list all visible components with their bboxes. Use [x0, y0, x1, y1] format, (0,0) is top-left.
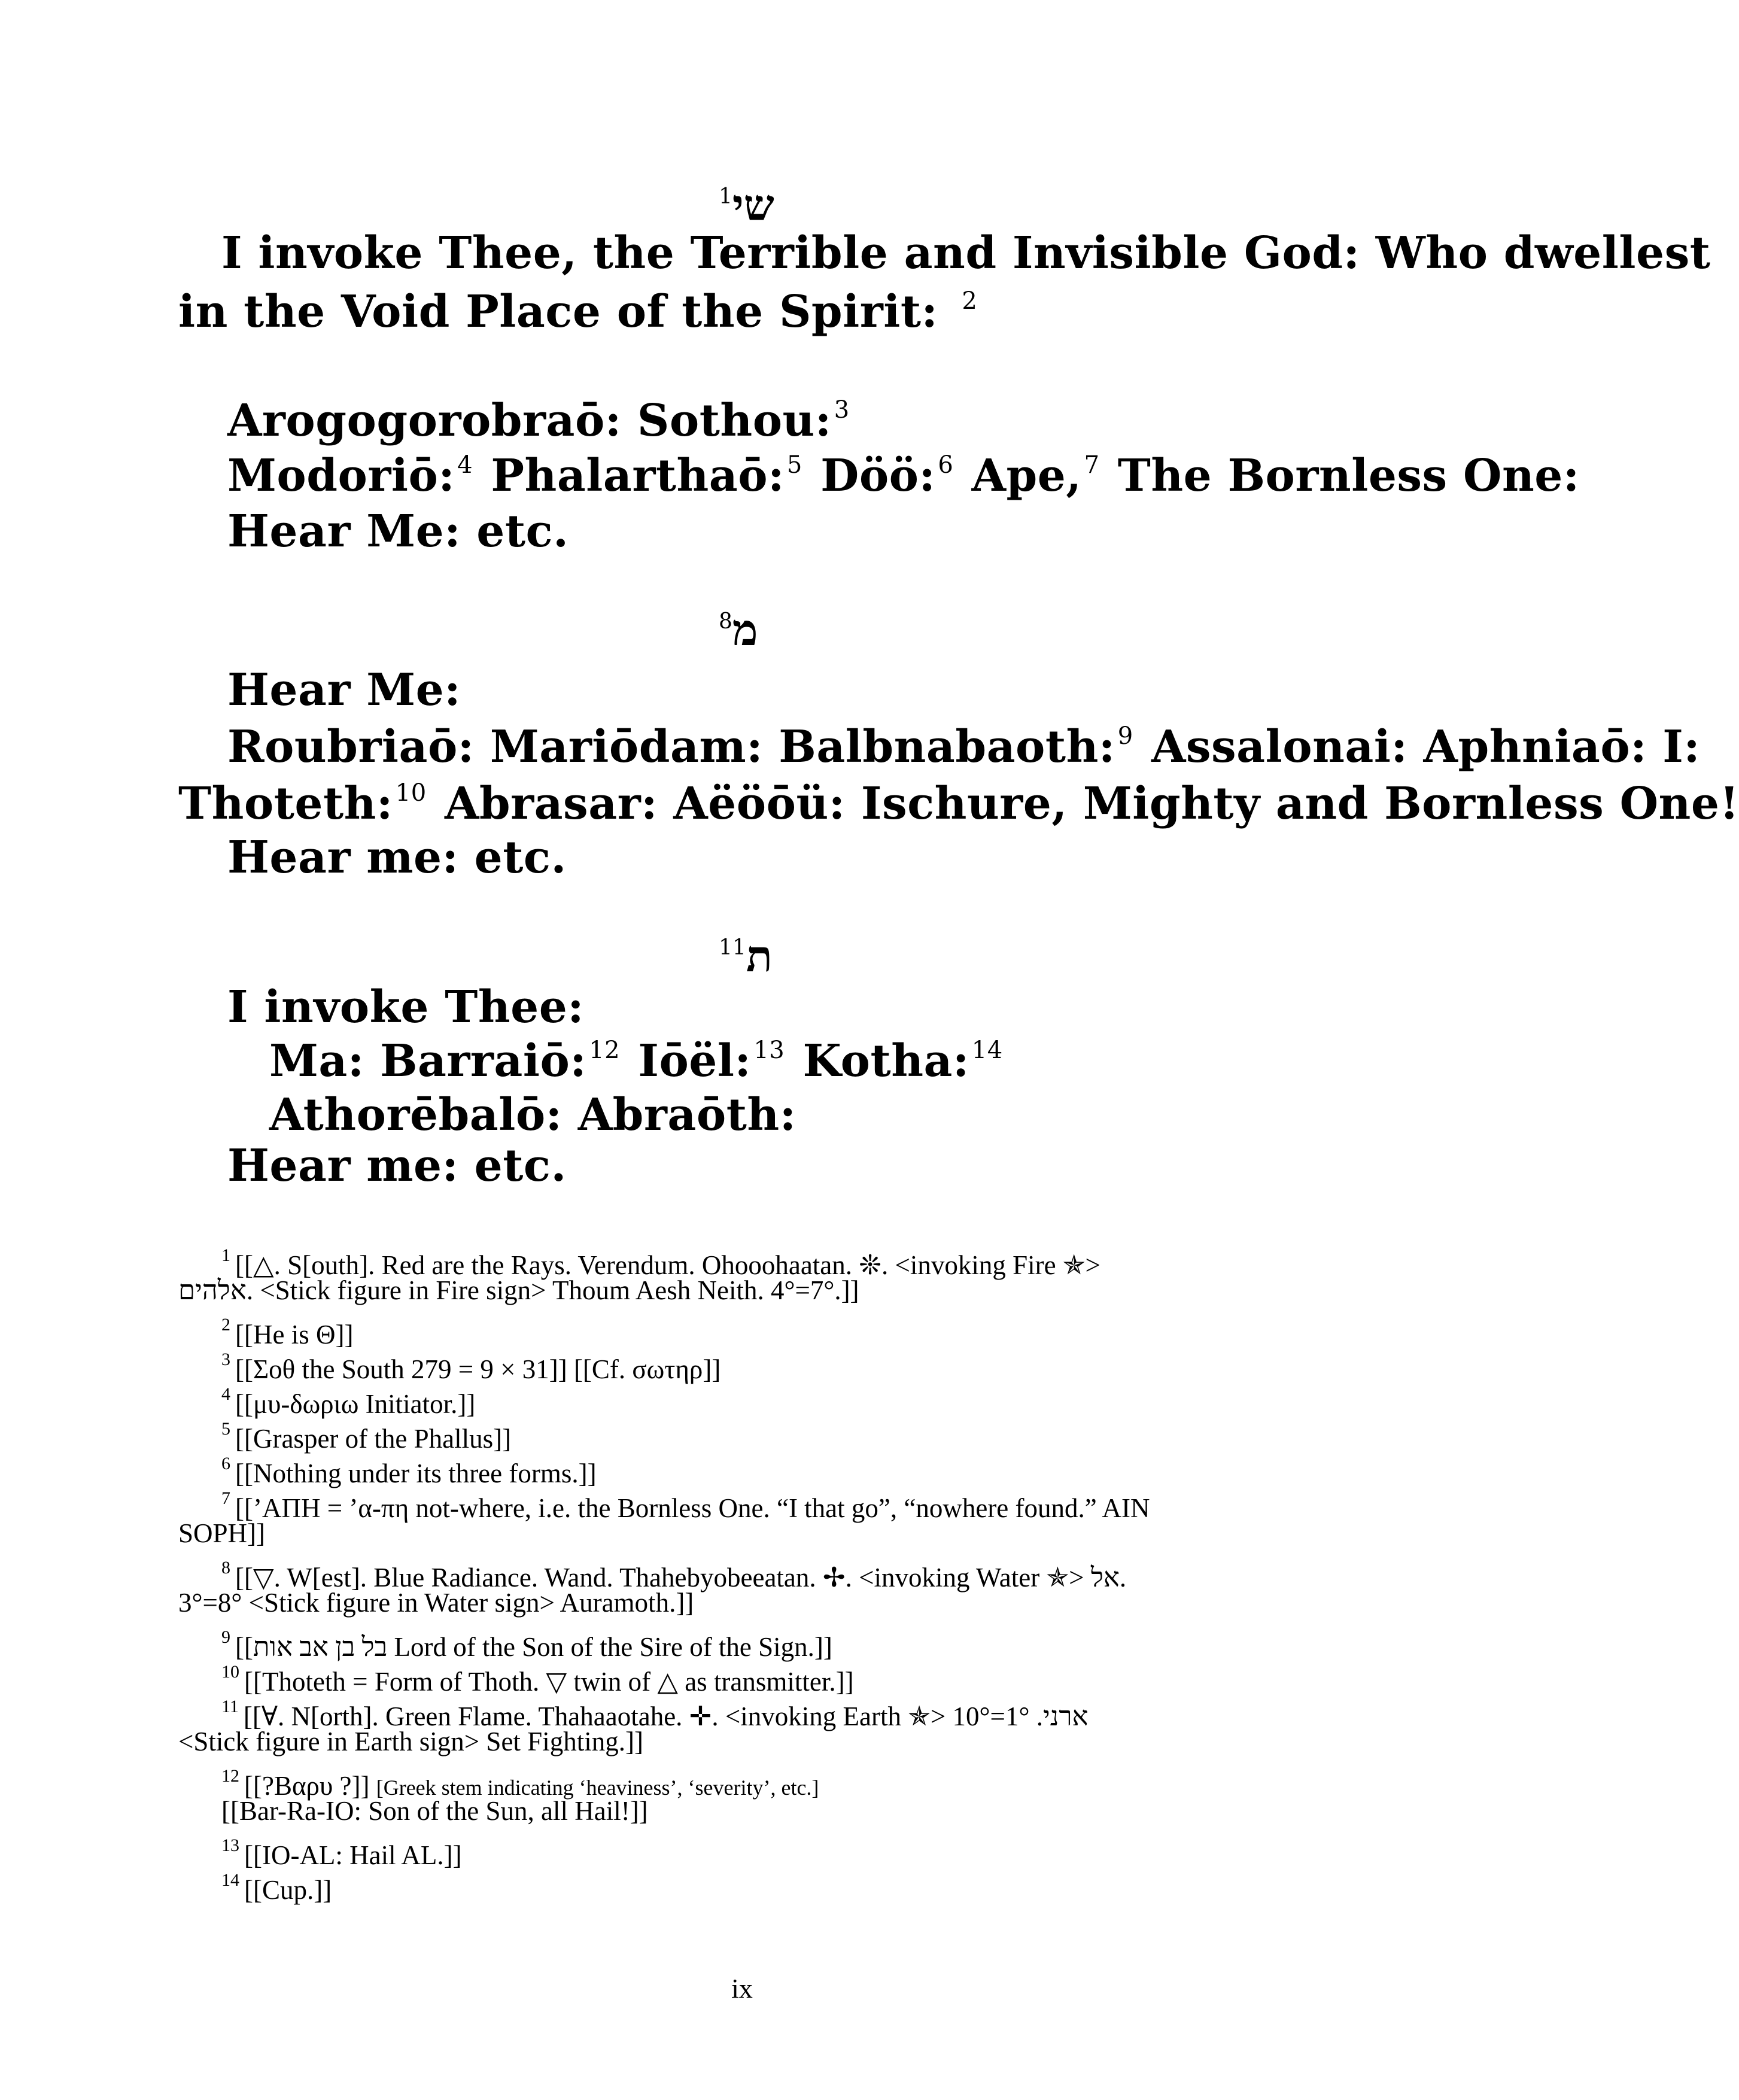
section-heading-mem — [715, 604, 758, 656]
section-heading-shin-yod — [715, 180, 774, 231]
footnote-text: SOPH]] — [178, 1518, 266, 1548]
footnote-text: <Stick figure in Earth sign> Set Fighting.]] — [178, 1727, 643, 1756]
footnote-number: 5 — [221, 1419, 230, 1439]
footnote-number: 9 — [221, 1627, 230, 1647]
footnote-text: [[μυ-δωριω Initiator.]] — [235, 1389, 476, 1419]
footnote-gloss: [Greek stem indicating ‘heaviness’, ‘severity’, etc.] — [376, 1776, 819, 1800]
hear-me-3 — [227, 1140, 567, 1192]
names-line-4 — [178, 778, 1739, 829]
footnote-text: [[▽. W[est]. Blue Radiance. Wand. Thahebyobeeatan. ✢. <invoking Water ✯> אל. — [235, 1563, 1127, 1593]
footnote-number: 12 — [221, 1766, 239, 1786]
note-ref: 7 — [1084, 451, 1100, 479]
note-ref: 9 — [1117, 722, 1133, 750]
barbarous-name: Roubriaō: Mariōdam: Balbnabaoth: — [227, 721, 1115, 773]
hebrew-letters: ת — [746, 931, 773, 981]
names-line-5 — [269, 1035, 1005, 1087]
footnote-text: [[Thoteth = Form of Thoth. ▽ twin of △ as transmitter.]] — [244, 1667, 854, 1697]
footnote-text: 3°=8° <Stick figure in Water sign> Auramoth.]] — [178, 1588, 694, 1618]
footnote-number: 13 — [221, 1835, 239, 1855]
invocation-line-2 — [178, 286, 980, 338]
hear-me-text: Hear Me: — [227, 664, 461, 716]
note-ref: 11 — [719, 935, 746, 960]
note-ref: 2 — [962, 287, 978, 315]
hear-me-1 — [227, 506, 568, 557]
footnote-text: [[Cup.]] — [244, 1875, 332, 1905]
section-heading-tau — [715, 931, 773, 982]
footnote-number: 2 — [221, 1315, 230, 1335]
footnote-text: [[בל בן אב אות Lord of the Son of the Sire of the Sign.]] — [235, 1632, 832, 1662]
barbarous-name: Thoteth: — [178, 778, 393, 829]
footnote-text: [[Bar-Ra-IO: Son of the Sun, all Hail!]] — [221, 1796, 648, 1826]
barbarous-name: Modoriō: — [227, 450, 455, 502]
barbarous-name: Ape, — [971, 450, 1082, 502]
footnote-text: [[∀. N[orth]. Green Flame. Thahaaotahe. ✛. <invoking Earth ✯> ארני. 1°=10° — [243, 1701, 1089, 1731]
barbarous-name: Döö: — [820, 450, 936, 502]
footnote-11b — [178, 1725, 643, 1758]
barbarous-name: The Bornless One: — [1117, 450, 1580, 502]
note-ref: 12 — [589, 1037, 621, 1064]
hear-me-text: Hear Me: etc. — [227, 506, 569, 557]
barbarous-name: Athorēbalō: Abraōth: — [269, 1089, 796, 1141]
barbarous-name: Ma: Barraiō: — [269, 1035, 587, 1087]
barbarous-name: Phalarthaō: — [491, 450, 785, 502]
footnote-text: אלהים. <Stick figure in Fire sign> Thoum Aesh Neith. 4°=7°.]] — [178, 1275, 859, 1305]
footnote-number: 8 — [221, 1558, 230, 1578]
footnote-8b — [178, 1586, 694, 1619]
footnote-text: [[He is Θ]] — [235, 1320, 354, 1350]
footnote-text: [[Nothing under its three forms.]] — [235, 1458, 597, 1488]
note-ref: 10 — [395, 779, 427, 807]
note-ref: 6 — [938, 451, 954, 479]
footnote-number: 7 — [221, 1488, 230, 1508]
footnote-text: [[△. S[outh]. Red are the Rays. Verendum. Ohooohaatan. ❊. <invoking Fire ✯> — [235, 1250, 1100, 1280]
footnote-7b — [178, 1517, 265, 1550]
footnote-text: [[’AΠH = ’α-πη not-where, i.e. the Bornless One. “I that go”, “nowhere found.” AIN — [235, 1493, 1150, 1523]
note-ref: 5 — [786, 451, 802, 479]
footnote-number: 4 — [221, 1384, 230, 1404]
hear-me-heading — [227, 664, 461, 716]
footnote-text: [[?Bαρυ ?]] — [244, 1771, 370, 1801]
names-line-3 — [227, 721, 1700, 773]
hear-me-2 — [227, 832, 567, 883]
barbarous-name: Abrasar: Aëöōü: Ischure, Mighty and Bornless One! — [444, 778, 1739, 829]
invocation-line-1 — [221, 227, 1710, 279]
note-ref: 4 — [457, 451, 473, 479]
barbarous-name: Iōël: — [638, 1035, 752, 1087]
barbarous-name: Assalonai: Aphniaō: I: — [1151, 721, 1701, 773]
footnote-number: 11 — [221, 1697, 239, 1716]
names-line-6 — [269, 1089, 796, 1141]
hebrew-letters: מ — [732, 604, 758, 655]
footnote-number: 6 — [221, 1454, 230, 1473]
note-ref: 14 — [971, 1037, 1003, 1064]
barbarous-name: Sothou: — [637, 395, 832, 446]
invocation-text: I invoke Thee, the Terrible and Invisible God: Who dwellest — [221, 227, 1711, 279]
footnote-number: 3 — [221, 1350, 230, 1369]
footnote-text: [[IO-AL: Hail AL.]] — [244, 1840, 462, 1870]
footnote-text: [[Grasper of the Phallus]] — [235, 1424, 512, 1454]
names-line-2 — [227, 450, 1580, 502]
invocation-text: I invoke Thee: — [227, 981, 585, 1033]
barbarous-name: Arogogorobraō: — [227, 395, 622, 446]
note-ref: 1 — [719, 184, 732, 209]
page-number: ix — [731, 1973, 753, 2004]
note-ref: 8 — [719, 609, 732, 634]
barbarous-name: Kotha: — [802, 1035, 969, 1087]
footnote-number: 10 — [221, 1662, 239, 1682]
invocation-text: in the Void Place of the Spirit: — [178, 286, 938, 338]
footnote-12b — [221, 1794, 648, 1828]
invoke-thee — [227, 981, 584, 1033]
footnote-14 — [221, 1864, 332, 1907]
footnote-text: [[Σοθ the South 279 = 9 × 31]] [[Cf. σωτηρ]] — [235, 1354, 721, 1384]
note-ref: 3 — [834, 396, 850, 424]
note-ref: 13 — [753, 1037, 785, 1064]
footnote-7a — [221, 1482, 1150, 1525]
hear-me-text: Hear me: etc. — [227, 1140, 567, 1192]
footnote-number: 1 — [221, 1245, 230, 1265]
footnote-1b — [178, 1274, 859, 1307]
hear-me-text: Hear me: etc. — [227, 832, 567, 883]
footnote-number: 14 — [221, 1870, 239, 1890]
names-line-1 — [227, 395, 852, 446]
hebrew-letters: שי — [732, 180, 774, 230]
